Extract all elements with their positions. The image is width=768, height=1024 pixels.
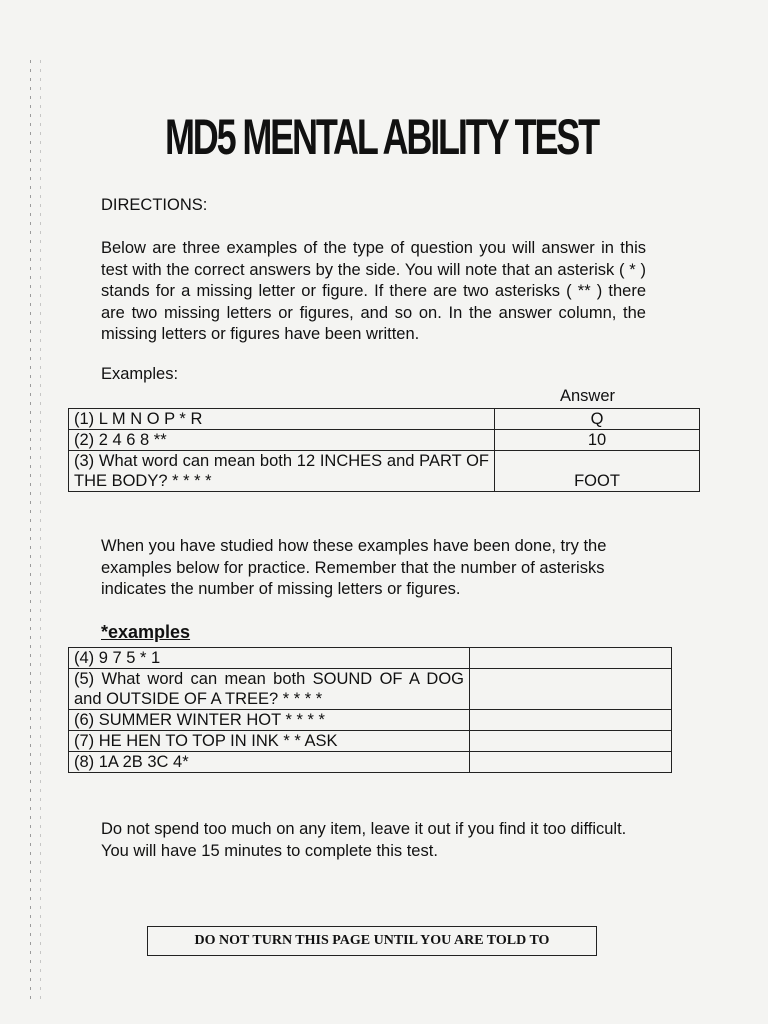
table-row (69, 409, 700, 430)
table-row (69, 648, 672, 669)
question-cell: (4) 9 7 5 * 1 (69, 648, 470, 669)
table-row (69, 669, 672, 710)
closing-paragraph: Do not spend too much on any item, leave it out if you find it too difficult. You will have 15 minutes to complete this test. (101, 820, 627, 860)
table-row (69, 430, 700, 451)
scan-edge-line (40, 60, 41, 1000)
question-cell: (5) What word can mean both SOUND OF A DOG and OUTSIDE OF A TREE? * * * * (69, 669, 470, 710)
notice-box: DO NOT TURN THIS PAGE UNTIL YOU ARE TOLD TO (147, 926, 597, 956)
practice-instructions: When you have studied how these examples have been done, try the examples below for practice. Remember that the number of asterisks indicates the number of missing letters or figures. (101, 537, 607, 598)
question-cell: (2) 2 4 6 8 ** (69, 430, 495, 451)
table-row (69, 451, 700, 492)
answer-cell: Q (495, 409, 700, 430)
scan-edge-line (30, 60, 31, 1000)
table-row (69, 731, 672, 752)
intro-paragraph: Below are three examples of the type of question you will answer in this test with the correct answers by the side. You will note that an asterisk ( * ) stands for a missing letter or figure. If there are two asterisks ( ** ) there are two missing letters or figures, and so on. In the answer column, the missing letters or figures have been written. (101, 239, 646, 343)
page-title: MD5 MENTAL ABILITY TEST (164, 109, 598, 165)
question-cell: (6) SUMMER WINTER HOT * * * * (69, 710, 470, 731)
answer-cell[interactable] (470, 710, 672, 731)
question-cell: (1) L M N O P * R (69, 409, 495, 430)
question-cell: (8) 1A 2B 3C 4* (69, 752, 470, 773)
question-cell: (3) What word can mean both 12 INCHES and PART OF THE BODY? * * * * (69, 451, 495, 492)
practice-heading: *examples (101, 622, 191, 642)
answer-column-header: Answer (560, 387, 616, 405)
answer-cell: FOOT (495, 451, 700, 492)
practice-table (68, 647, 672, 773)
answer-cell[interactable] (470, 669, 672, 710)
table-row (69, 752, 672, 773)
directions-label: DIRECTIONS: (101, 196, 208, 214)
question-cell: (7) HE HEN TO TOP IN INK * * ASK (69, 731, 470, 752)
answer-cell[interactable] (470, 648, 672, 669)
answer-cell[interactable] (470, 731, 672, 752)
answer-cell[interactable] (470, 752, 672, 773)
answer-cell: 10 (495, 430, 700, 451)
worked-examples-table (68, 408, 700, 492)
examples-label: Examples: (101, 365, 179, 383)
table-row (69, 710, 672, 731)
